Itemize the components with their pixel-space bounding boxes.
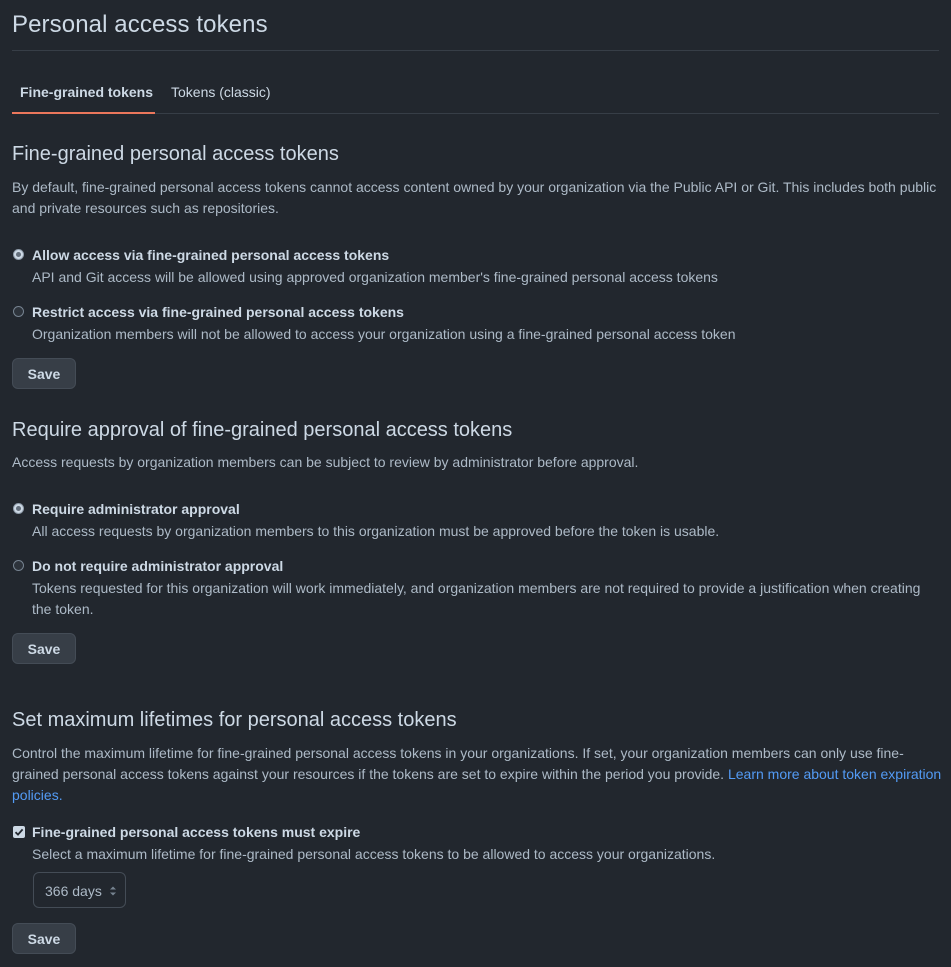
lifetime-description-text: Control the maximum lifetime for fine-grained personal access tokens in your organizations. If set, your organization members can only use fine-grained personal access tokens against your resources if the tokens are set to expire within the period you provide. [12,745,904,782]
option-label[interactable]: Do not require administrator approval [32,558,284,574]
radio-restrict-access[interactable] [13,306,24,317]
option-label[interactable]: Allow access via fine-grained personal access tokens [32,247,390,263]
checkbox-note: Select a maximum lifetime for fine-grained personal access tokens to be allowed to access your organizations. [32,846,716,862]
radio-require-approval[interactable] [13,503,24,514]
section-title-lifetime: Set maximum lifetimes for personal access tokens [12,709,457,731]
checkmark-icon [14,827,24,837]
radio-allow-access[interactable] [13,249,24,260]
settings-page [12,0,942,947]
tab-fine-grained-tokens[interactable]: Fine-grained tokens [20,84,154,100]
option-note: All access requests by organization members to this organization must be approved before the token is usable. [32,523,720,539]
learn-more-link[interactable]: Learn more about token expiration policies. [12,766,942,803]
max-lifetime-value: 366 days [45,883,102,899]
section-description-access: By default, fine-grained personal access tokens cannot access content owned by your organization via the Public API or Git. This includes both public and private resources such as repositories. [12,179,937,216]
option-label[interactable]: Require administrator approval [32,501,240,517]
option-note: Organization members will not be allowed to access your organization using a fine-grained personal access token [32,326,736,342]
tab-tokens-classic[interactable]: Tokens (classic) [171,84,271,100]
option-note: API and Git access will be allowed using approved organization member's fine-grained personal access tokens [32,269,718,285]
save-lifetime-button[interactable]: Save [12,923,76,954]
page-title: Personal access tokens [12,0,939,51]
checkbox-must-expire[interactable] [13,826,25,838]
option-label[interactable]: Restrict access via fine-grained personal access tokens [32,304,404,320]
checkbox-label[interactable]: Fine-grained personal access tokens must expire [32,824,361,840]
section-description-approval: Access requests by organization members can be subject to review by administrator before approval. [12,454,639,470]
radio-no-approval[interactable] [13,560,24,571]
section-title-access: Fine-grained personal access tokens [12,143,339,165]
save-approval-button[interactable]: Save [12,633,76,664]
section-description-lifetime [12,743,942,806]
save-access-button[interactable]: Save [12,358,76,389]
active-tab-indicator [12,112,155,114]
select-arrows-icon [109,885,117,897]
max-lifetime-select[interactable] [33,872,126,908]
option-note: Tokens requested for this organization will work immediately, and organization members are not required to provide a justification when creating the token. [32,580,921,617]
tab-nav [12,51,939,114]
section-title-approval: Require approval of fine-grained personal access tokens [12,419,513,441]
